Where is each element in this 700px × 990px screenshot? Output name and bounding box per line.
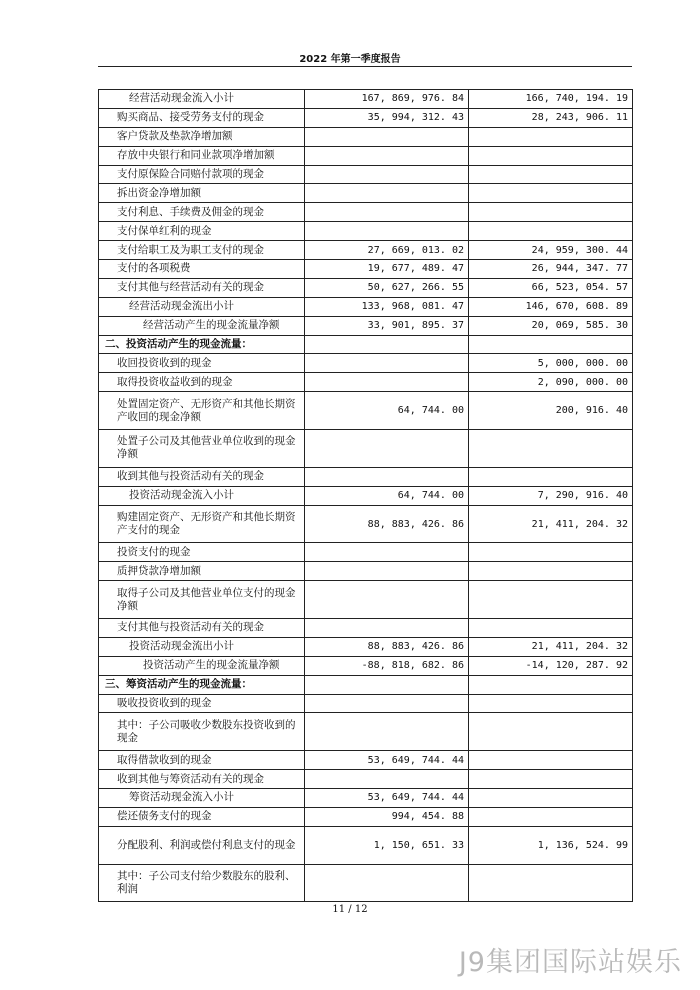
row-label: 支付利息、手续费及佣金的现金 bbox=[99, 203, 305, 222]
current-period-value bbox=[305, 373, 469, 392]
prior-period-value bbox=[469, 789, 633, 808]
table-row bbox=[99, 108, 633, 127]
row-label: 偿还债务支付的现金 bbox=[99, 807, 305, 826]
table-row bbox=[99, 486, 633, 505]
table-row bbox=[99, 656, 633, 675]
prior-period-value bbox=[469, 165, 633, 184]
table-row bbox=[99, 864, 633, 902]
current-period-value: 88, 883, 426. 86 bbox=[305, 637, 469, 656]
row-label: 收回投资收到的现金 bbox=[99, 354, 305, 373]
current-period-value bbox=[305, 430, 469, 468]
row-label: 支付的各项税费 bbox=[99, 260, 305, 279]
prior-period-value bbox=[469, 770, 633, 789]
current-period-value: -88, 818, 682. 86 bbox=[305, 656, 469, 675]
current-period-value: 27, 669, 013. 02 bbox=[305, 241, 469, 260]
row-label: 吸收投资收到的现金 bbox=[99, 694, 305, 713]
current-period-value: 35, 994, 312. 43 bbox=[305, 108, 469, 127]
row-label: 取得子公司及其他营业单位支付的现金净额 bbox=[99, 581, 305, 619]
prior-period-value bbox=[469, 430, 633, 468]
prior-period-value bbox=[469, 807, 633, 826]
current-period-value bbox=[305, 543, 469, 562]
current-period-value bbox=[305, 146, 469, 165]
prior-period-value: 2, 090, 000. 00 bbox=[469, 373, 633, 392]
table-row bbox=[99, 90, 633, 109]
current-period-value bbox=[305, 713, 469, 751]
table-row bbox=[99, 297, 633, 316]
row-label: 客户贷款及垫款净增加额 bbox=[99, 127, 305, 146]
cash-flow-table bbox=[98, 89, 633, 902]
current-period-value bbox=[305, 127, 469, 146]
row-label: 经营活动产生的现金流量净额 bbox=[99, 316, 305, 335]
report-header: 2022 年第一季度报告 bbox=[299, 54, 401, 65]
table-row bbox=[99, 543, 633, 562]
prior-period-value bbox=[469, 751, 633, 770]
current-period-value bbox=[305, 222, 469, 241]
table-row bbox=[99, 430, 633, 468]
watermark-text: J9集团国际站娱乐 bbox=[458, 947, 682, 978]
prior-period-value: 146, 670, 608. 89 bbox=[469, 297, 633, 316]
row-label: 质押贷款净增加额 bbox=[99, 562, 305, 581]
row-label: 购建固定资产、无形资产和其他长期资产支付的现金 bbox=[99, 505, 305, 543]
prior-period-value bbox=[469, 222, 633, 241]
table-row bbox=[99, 770, 633, 789]
table-row bbox=[99, 789, 633, 808]
row-label: 取得借款收到的现金 bbox=[99, 751, 305, 770]
table-row bbox=[99, 127, 633, 146]
prior-period-value: 21, 411, 204. 32 bbox=[469, 637, 633, 656]
current-period-value bbox=[305, 619, 469, 638]
current-period-value: 50, 627, 266. 55 bbox=[305, 278, 469, 297]
current-period-value: 33, 901, 895. 37 bbox=[305, 316, 469, 335]
row-label: 收到其他与投资活动有关的现金 bbox=[99, 467, 305, 486]
current-period-value: 1, 150, 651. 33 bbox=[305, 826, 469, 864]
current-period-value: 167, 869, 976. 84 bbox=[305, 90, 469, 109]
table-row bbox=[99, 392, 633, 430]
page-number: 11 / 12 bbox=[332, 904, 368, 915]
prior-period-value: 166, 740, 194. 19 bbox=[469, 90, 633, 109]
current-period-value bbox=[305, 203, 469, 222]
current-period-value: 53, 649, 744. 44 bbox=[305, 789, 469, 808]
current-period-value bbox=[305, 864, 469, 902]
table-row bbox=[99, 165, 633, 184]
prior-period-value: 20, 069, 585. 30 bbox=[469, 316, 633, 335]
prior-period-value: 1, 136, 524. 99 bbox=[469, 826, 633, 864]
prior-period-value bbox=[469, 694, 633, 713]
current-period-value bbox=[305, 335, 469, 354]
row-label: 其中：子公司支付给少数股东的股利、利润 bbox=[99, 864, 305, 902]
row-label: 处置子公司及其他营业单位收到的现金净额 bbox=[99, 430, 305, 468]
row-label: 其中：子公司吸收少数股东投资收到的现金 bbox=[99, 713, 305, 751]
current-period-value bbox=[305, 467, 469, 486]
prior-period-value bbox=[469, 467, 633, 486]
row-label: 取得投资收益收到的现金 bbox=[99, 373, 305, 392]
row-label: 支付其他与经营活动有关的现金 bbox=[99, 278, 305, 297]
prior-period-value: 66, 523, 054. 57 bbox=[469, 278, 633, 297]
row-label: 支付原保险合同赔付款项的现金 bbox=[99, 165, 305, 184]
current-period-value: 994, 454. 88 bbox=[305, 807, 469, 826]
current-period-value: 53, 649, 744. 44 bbox=[305, 751, 469, 770]
prior-period-value: 21, 411, 204. 32 bbox=[469, 505, 633, 543]
prior-period-value bbox=[469, 675, 633, 694]
table-row bbox=[99, 184, 633, 203]
table-row bbox=[99, 581, 633, 619]
current-period-value: 19, 677, 489. 47 bbox=[305, 260, 469, 279]
prior-period-value: 5, 000, 000. 00 bbox=[469, 354, 633, 373]
table-row bbox=[99, 562, 633, 581]
section-heading: 三、筹资活动产生的现金流量： bbox=[99, 675, 305, 694]
prior-period-value bbox=[469, 146, 633, 165]
table-row bbox=[99, 826, 633, 864]
prior-period-value bbox=[469, 335, 633, 354]
table-row bbox=[99, 505, 633, 543]
table-row bbox=[99, 260, 633, 279]
prior-period-value: 24, 959, 300. 44 bbox=[469, 241, 633, 260]
current-period-value bbox=[305, 165, 469, 184]
row-label: 投资活动现金流出小计 bbox=[99, 637, 305, 656]
current-period-value: 64, 744. 00 bbox=[305, 486, 469, 505]
current-period-value bbox=[305, 770, 469, 789]
row-label: 存放中央银行和同业款项净增加额 bbox=[99, 146, 305, 165]
current-period-value bbox=[305, 354, 469, 373]
section-heading: 二、投资活动产生的现金流量： bbox=[99, 335, 305, 354]
table-row bbox=[99, 713, 633, 751]
prior-period-value bbox=[469, 562, 633, 581]
row-label: 购买商品、接受劳务支付的现金 bbox=[99, 108, 305, 127]
current-period-value bbox=[305, 562, 469, 581]
table-row bbox=[99, 373, 633, 392]
section-heading-row bbox=[99, 675, 633, 694]
table-row bbox=[99, 203, 633, 222]
prior-period-value bbox=[469, 864, 633, 902]
prior-period-value bbox=[469, 581, 633, 619]
row-label: 支付保单红利的现金 bbox=[99, 222, 305, 241]
prior-period-value: 26, 944, 347. 77 bbox=[469, 260, 633, 279]
row-label: 筹资活动现金流入小计 bbox=[99, 789, 305, 808]
prior-period-value bbox=[469, 619, 633, 638]
current-period-value bbox=[305, 581, 469, 619]
table-row bbox=[99, 467, 633, 486]
table-row bbox=[99, 146, 633, 165]
table-row bbox=[99, 637, 633, 656]
row-label: 经营活动现金流入小计 bbox=[99, 90, 305, 109]
table-row bbox=[99, 278, 633, 297]
table-row bbox=[99, 354, 633, 373]
current-period-value: 133, 968, 081. 47 bbox=[305, 297, 469, 316]
table-row bbox=[99, 751, 633, 770]
row-label: 经营活动现金流出小计 bbox=[99, 297, 305, 316]
prior-period-value: -14, 120, 287. 92 bbox=[469, 656, 633, 675]
table-row bbox=[99, 807, 633, 826]
row-label: 投资活动产生的现金流量净额 bbox=[99, 656, 305, 675]
current-period-value bbox=[305, 694, 469, 713]
row-label: 投资活动现金流入小计 bbox=[99, 486, 305, 505]
row-label: 收到其他与筹资活动有关的现金 bbox=[99, 770, 305, 789]
current-period-value bbox=[305, 184, 469, 203]
current-period-value bbox=[305, 675, 469, 694]
prior-period-value bbox=[469, 203, 633, 222]
row-label: 处置固定资产、无形资产和其他长期资产收回的现金净额 bbox=[99, 392, 305, 430]
prior-period-value bbox=[469, 713, 633, 751]
header-divider bbox=[98, 66, 632, 67]
current-period-value: 88, 883, 426. 86 bbox=[305, 505, 469, 543]
row-label: 投资支付的现金 bbox=[99, 543, 305, 562]
row-label: 支付给职工及为职工支付的现金 bbox=[99, 241, 305, 260]
current-period-value: 64, 744. 00 bbox=[305, 392, 469, 430]
prior-period-value bbox=[469, 543, 633, 562]
prior-period-value: 28, 243, 906. 11 bbox=[469, 108, 633, 127]
table-row bbox=[99, 316, 633, 335]
prior-period-value bbox=[469, 184, 633, 203]
row-label: 分配股利、利润或偿付利息支付的现金 bbox=[99, 826, 305, 864]
row-label: 拆出资金净增加额 bbox=[99, 184, 305, 203]
prior-period-value bbox=[469, 127, 633, 146]
table-row bbox=[99, 222, 633, 241]
prior-period-value: 7, 290, 916. 40 bbox=[469, 486, 633, 505]
table-row bbox=[99, 694, 633, 713]
table-row bbox=[99, 619, 633, 638]
row-label: 支付其他与投资活动有关的现金 bbox=[99, 619, 305, 638]
prior-period-value: 200, 916. 40 bbox=[469, 392, 633, 430]
section-heading-row bbox=[99, 335, 633, 354]
table-row bbox=[99, 241, 633, 260]
